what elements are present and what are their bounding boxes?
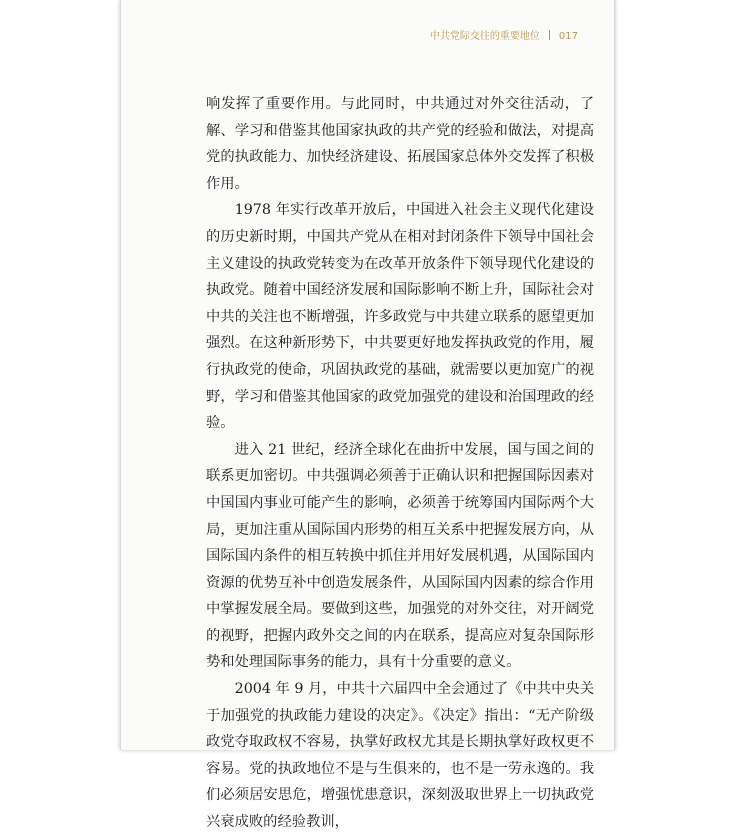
chapter-title: 中共党际交往的重要地位	[429, 31, 540, 42]
paragraph-1: 响发挥了重要作用。与此同时，中共通过对外交往活动，了解、学习和借鉴其他国家执政的共产党的经验和做法，对提高党的执政能力、加快经济建设、拓展国家总体外交发挥了积极作用。	[206, 96, 594, 192]
body-text	[206, 91, 594, 836]
paragraph-2: 1978 年实行改革开放后，中国进入社会主义现代化建设的历史新时期，中国共产党从在相对封闭条件下领导中国社会主义建设的执政党转变为在改革开放条件下领导现代化建设的执政党。随着中国经济发展和国际影响不断上升，国际社会对中共的关注也不断增强，许多政党与中共建立联系的愿望更加强烈。在这种新形势下，中共要更好地发挥执政党的作用，履行执政党的使命，巩固执政党的基础，就需要以更加宽广的视野，学习和借鉴其他国家的政党加强党的建设和治国理政的经验。	[206, 202, 594, 432]
running-head	[430, 27, 578, 42]
page-number: 017	[558, 31, 578, 42]
book-page	[120, 0, 615, 831]
header-divider	[549, 30, 550, 40]
paragraph-3: 进入 21 世纪，经济全球化在曲折中发展，国与国之间的联系更加密切。中共强调必须善于正确认识和把握国际因素对中国国内事业可能产生的影响，必须善于统筹国内国际两个大局，更加注重从国际国内形势的相互关系中把握发展方向，从国际国内条件的相互转换中抓住并用好发展机遇，从国际国内资源的优势互补中创造发展条件，从国际国内因素的综合作用中掌握发展全局。要做到这些，加强党的对外交往，对开阔党的视野，把握内政外交之间的内在联系，提高应对复杂国际形势和处理国际事务的能力，具有十分重要的意义。	[206, 441, 594, 671]
paragraph-4: 2004 年 9 月，中共十六届四中全会通过了《中共中央关于加强党的执政能力建设的决定》。《决定》指出：“无产阶级政党夺取政权不容易，执掌好政权尤其是长期执掌好政权更不容易。党的执政地位不是与生俱来的，也不是一劳永逸的。我们必须居安思危，增强忧患意识，深刻汲取世界上一切执政党兴衰成败的经验教训，	[206, 681, 594, 831]
